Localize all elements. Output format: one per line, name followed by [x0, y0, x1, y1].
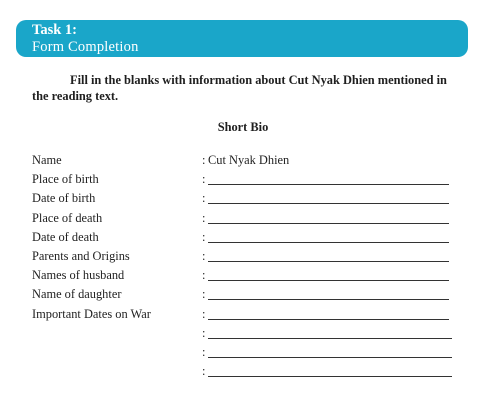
form-row — [0, 248, 480, 267]
task-banner — [16, 20, 468, 57]
field-label: Date of death — [32, 229, 99, 244]
field-colon: : — [202, 345, 206, 359]
field-colon: : — [202, 287, 206, 302]
answer-blank[interactable] — [208, 184, 449, 185]
answer-blank[interactable] — [208, 357, 452, 358]
answer-blank[interactable] — [208, 242, 449, 243]
field-colon: : — [202, 210, 206, 225]
form-row — [0, 190, 480, 209]
field-colon: : — [202, 172, 206, 187]
answer-blank[interactable] — [208, 338, 452, 339]
form-row — [0, 363, 480, 382]
field-colon: : — [202, 191, 206, 206]
form-row — [0, 229, 480, 248]
field-label: Names of husband — [32, 268, 125, 283]
field-label: Important Dates on War — [32, 306, 151, 321]
section-title: Short Bio — [217, 120, 269, 134]
field-colon: : — [202, 268, 206, 283]
form-row — [0, 344, 480, 363]
task-subtitle: Form Completion — [32, 39, 139, 55]
field-colon: : — [202, 325, 206, 340]
field-label: Date of birth — [32, 191, 96, 206]
instruction-text: Fill in the blanks with information about Cut Nyak Dhien mentioned in the reading text. — [32, 73, 447, 103]
field-label: Place of death — [32, 210, 103, 225]
answer-blank[interactable] — [208, 299, 449, 300]
form-row — [0, 152, 480, 171]
field-label: Parents and Origins — [32, 249, 130, 263]
answer-blank[interactable] — [208, 203, 449, 204]
answer-blank[interactable] — [208, 376, 452, 377]
answer-blank[interactable] — [208, 319, 449, 320]
form-row — [0, 171, 480, 190]
form-row — [0, 306, 480, 325]
answer-blank[interactable] — [208, 261, 449, 262]
field-colon: : — [202, 229, 206, 244]
task-title: Task 1: — [32, 22, 78, 38]
form-row — [0, 286, 480, 305]
field-label: Name — [32, 153, 62, 167]
field-label: Name of daughter — [32, 287, 122, 302]
field-label: Place of birth — [32, 172, 99, 187]
field-colon: : — [202, 364, 206, 379]
field-value: Cut Nyak Dhien — [208, 153, 290, 167]
field-colon: : — [202, 249, 206, 263]
form-row — [0, 210, 480, 229]
form-row — [0, 325, 480, 344]
field-colon: : — [202, 153, 206, 167]
answer-blank[interactable] — [208, 280, 449, 281]
field-colon: : — [202, 306, 206, 321]
form-row — [0, 267, 480, 286]
answer-blank[interactable] — [208, 223, 449, 224]
